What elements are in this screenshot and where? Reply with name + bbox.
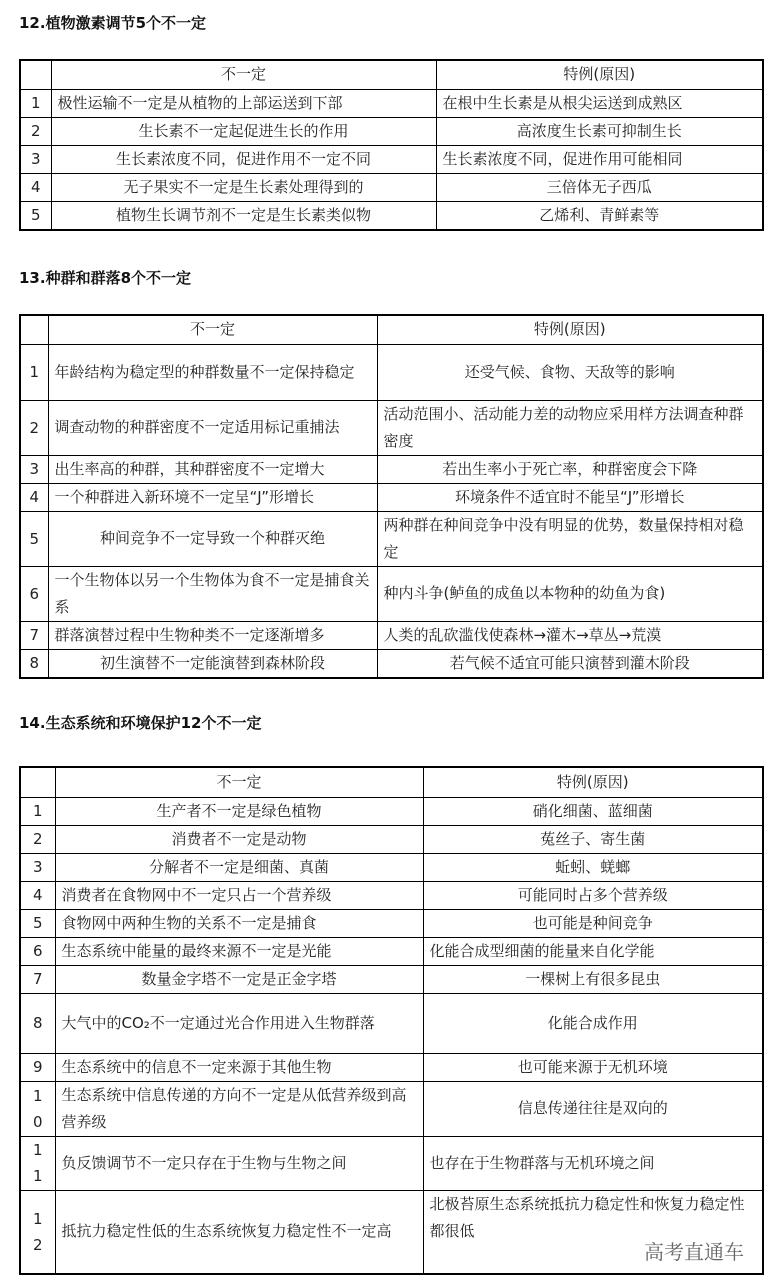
row-number: 1 0 — [20, 1081, 55, 1136]
exception-cell: 环境条件不适宜时不能呈“J”形增长 — [377, 483, 763, 511]
not-necessarily-cell: 无子果实不一定是生长素处理得到的 — [51, 173, 436, 201]
table-header-row — [20, 767, 763, 797]
not-necessarily-cell: 分解者不一定是细菌、真菌 — [55, 853, 423, 881]
not-necessarily-cell: 生长素不一定起促进生长的作用 — [51, 117, 436, 145]
exception-cell: 菟丝子、寄生菌 — [423, 825, 763, 853]
table-header-row — [20, 315, 763, 344]
table-row — [20, 145, 763, 173]
table-row — [20, 621, 763, 649]
table-row — [20, 937, 763, 965]
not-necessarily-cell: 生长素浓度不同，促进作用不一定不同 — [51, 145, 436, 173]
table-row — [20, 853, 763, 881]
exception-cell: 人类的乱砍滥伐使森林→灌木→草丛→荒漠 — [377, 621, 763, 649]
exception-cell: 两种群在种间竞争中没有明显的优势，数量保持相对稳定 — [377, 511, 763, 566]
section-table — [19, 314, 764, 679]
not-necessarily-cell: 消费者在食物网中不一定只占一个营养级 — [55, 881, 423, 909]
not-necessarily-cell: 生产者不一定是绿色植物 — [55, 797, 423, 825]
watermark: 高考直通车 — [644, 1240, 744, 1264]
exception-cell: 乙烯利、青鲜素等 — [436, 201, 763, 230]
not-necessarily-cell: 种间竞争不一定导致一个种群灭绝 — [48, 511, 377, 566]
row-number: 3 — [20, 455, 48, 483]
not-necessarily-cell: 大气中的CO₂不一定通过光合作用进入生物群落 — [55, 993, 423, 1053]
not-necessarily-cell: 植物生长调节剂不一定是生长素类似物 — [51, 201, 436, 230]
row-number: 8 — [20, 649, 48, 678]
exception-cell: 三倍体无子西瓜 — [436, 173, 763, 201]
row-number: 2 — [20, 400, 48, 455]
header-cell — [20, 767, 55, 797]
exception-cell: 种内斗争(鲈鱼的成鱼以本物种的幼鱼为食) — [377, 566, 763, 621]
header-cell: 特例(原因) — [377, 315, 763, 344]
row-number: 1 2 — [20, 1190, 55, 1274]
section-title: 14.生态系统和环境保护12个不一定 — [19, 714, 262, 732]
table-row — [20, 1053, 763, 1081]
not-necessarily-cell: 生态系统中能量的最终来源不一定是光能 — [55, 937, 423, 965]
not-necessarily-cell: 年龄结构为稳定型的种群数量不一定保持稳定 — [48, 344, 377, 400]
table-row — [20, 483, 763, 511]
row-number: 3 — [20, 853, 55, 881]
not-necessarily-cell: 极性运输不一定是从植物的上部运送到下部 — [51, 89, 436, 117]
row-number: 4 — [20, 483, 48, 511]
exception-cell: 化能合成作用 — [423, 993, 763, 1053]
not-necessarily-cell: 一个生物体以另一个生物体为食不一定是捕食关系 — [48, 566, 377, 621]
table-row — [20, 117, 763, 145]
exception-cell: 化能合成型细菌的能量来自化学能 — [423, 937, 763, 965]
exception-cell: 还受气候、食物、天敌等的影响 — [377, 344, 763, 400]
table-row — [20, 511, 763, 566]
row-number: 2 — [20, 117, 51, 145]
not-necessarily-cell: 群落演替过程中生物种类不一定逐渐增多 — [48, 621, 377, 649]
row-number: 5 — [20, 909, 55, 937]
exception-cell: 一棵树上有很多昆虫 — [423, 965, 763, 993]
table-row — [20, 649, 763, 678]
not-necessarily-cell: 一个种群进入新环境不一定呈“J”形增长 — [48, 483, 377, 511]
not-necessarily-cell: 生态系统中的信息不一定来源于其他生物 — [55, 1053, 423, 1081]
not-necessarily-cell: 数量金字塔不一定是正金字塔 — [55, 965, 423, 993]
exception-cell: 若出生率小于死亡率，种群密度会下降 — [377, 455, 763, 483]
exception-cell: 硝化细菌、蓝细菌 — [423, 797, 763, 825]
row-number: 5 — [20, 201, 51, 230]
exception-cell: 在根中生长素是从根尖运送到成熟区 — [436, 89, 763, 117]
table-row — [20, 993, 763, 1053]
exception-cell: 生长素浓度不同，促进作用可能相同 — [436, 145, 763, 173]
header-cell: 不一定 — [51, 60, 436, 89]
not-necessarily-cell: 出生率高的种群，其种群密度不一定增大 — [48, 455, 377, 483]
row-number: 4 — [20, 173, 51, 201]
row-number: 7 — [20, 965, 55, 993]
header-cell — [20, 315, 48, 344]
row-number: 6 — [20, 566, 48, 621]
exception-cell: 活动范围小、活动能力差的动物应采用样方法调查种群密度 — [377, 400, 763, 455]
section-table — [19, 766, 764, 1275]
table-row — [20, 881, 763, 909]
table-row — [20, 797, 763, 825]
section-title: 13.种群和群落8个不一定 — [19, 269, 192, 287]
not-necessarily-cell: 食物网中两种生物的关系不一定是捕食 — [55, 909, 423, 937]
exception-cell: 也存在于生物群落与无机环境之间 — [423, 1136, 763, 1190]
exception-cell: 若气候不适宜可能只演替到灌木阶段 — [377, 649, 763, 678]
not-necessarily-cell: 消费者不一定是动物 — [55, 825, 423, 853]
exception-cell: 信息传递往往是双向的 — [423, 1081, 763, 1136]
header-cell: 不一定 — [55, 767, 423, 797]
table-row — [20, 455, 763, 483]
header-cell: 特例(原因) — [436, 60, 763, 89]
section-table — [19, 59, 764, 231]
row-number: 1 1 — [20, 1136, 55, 1190]
table-row — [20, 1081, 763, 1136]
table-row — [20, 566, 763, 621]
not-necessarily-cell: 抵抗力稳定性低的生态系统恢复力稳定性不一定高 — [55, 1190, 423, 1274]
table-row — [20, 909, 763, 937]
table-row — [20, 89, 763, 117]
header-cell: 特例(原因) — [423, 767, 763, 797]
exception-cell: 蚯蚓、蜣螂 — [423, 853, 763, 881]
row-number: 2 — [20, 825, 55, 853]
table-row — [20, 173, 763, 201]
row-number: 7 — [20, 621, 48, 649]
header-cell — [20, 60, 51, 89]
row-number: 1 — [20, 344, 48, 400]
section-title: 12.植物激素调节5个不一定 — [19, 14, 207, 32]
row-number: 5 — [20, 511, 48, 566]
exception-cell: 可能同时占多个营养级 — [423, 881, 763, 909]
header-cell: 不一定 — [48, 315, 377, 344]
not-necessarily-cell: 负反馈调节不一定只存在于生物与生物之间 — [55, 1136, 423, 1190]
table-row — [20, 965, 763, 993]
exception-cell: 北极苔原生态系统抵抗力稳定性和恢复力稳定性都很低 — [423, 1190, 763, 1274]
row-number: 1 — [20, 89, 51, 117]
not-necessarily-cell: 调查动物的种群密度不一定适用标记重捕法 — [48, 400, 377, 455]
table-row — [20, 825, 763, 853]
exception-cell: 也可能是种间竞争 — [423, 909, 763, 937]
row-number: 4 — [20, 881, 55, 909]
table-header-row — [20, 60, 763, 89]
exception-cell: 也可能来源于无机环境 — [423, 1053, 763, 1081]
row-number: 3 — [20, 145, 51, 173]
table-row — [20, 400, 763, 455]
row-number: 8 — [20, 993, 55, 1053]
row-number: 1 — [20, 797, 55, 825]
row-number: 9 — [20, 1053, 55, 1081]
exception-cell: 高浓度生长素可抑制生长 — [436, 117, 763, 145]
not-necessarily-cell: 生态系统中信息传递的方向不一定是从低营养级到高营养级 — [55, 1081, 423, 1136]
table-row — [20, 201, 763, 230]
table-row — [20, 344, 763, 400]
not-necessarily-cell: 初生演替不一定能演替到森林阶段 — [48, 649, 377, 678]
table-row — [20, 1136, 763, 1190]
row-number: 6 — [20, 937, 55, 965]
